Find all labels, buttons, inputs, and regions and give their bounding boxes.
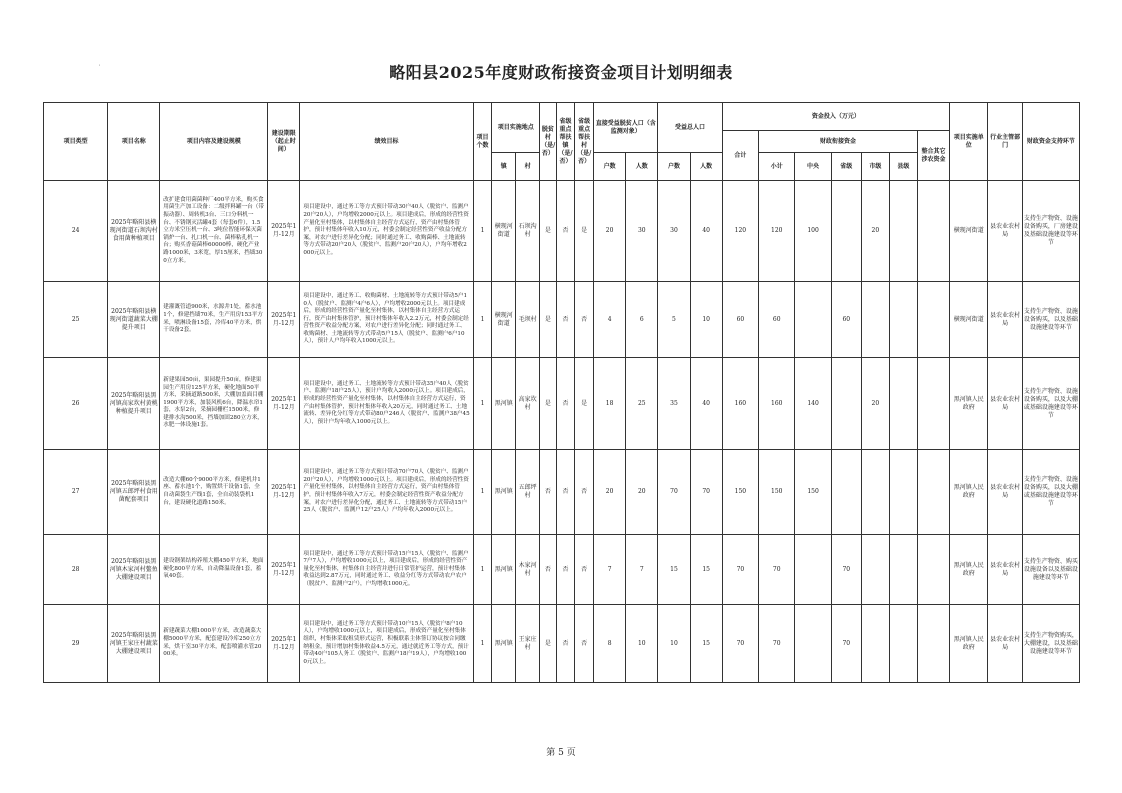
header-prov-key-village: 省级重点帮扶村（是/否） xyxy=(575,103,594,181)
funds-provincial-cell xyxy=(831,450,861,535)
header-funds: 资金投入（万元） xyxy=(722,103,949,131)
funds-city-cell xyxy=(861,450,889,535)
key-village-cell: 是 xyxy=(575,181,594,282)
poor-village-cell: 否 xyxy=(540,450,557,535)
header-support: 财政资金支持环节 xyxy=(1022,103,1079,181)
header-central: 中央 xyxy=(795,153,831,181)
table-row xyxy=(44,358,1080,450)
performance-cell: 项目建设中，通过务工等方式预计带动15户15人（脱贫户、监测户7户7人），户均增收1000元以上，项目建成后，形成的经营性资产量化至村集体，村集体自主经营并进行日常管护运营，预计村集体收益达到2.87万元，同时通过务工、收益分红等方式带动农户农户（脱贫户、监测户2户），户均增收1000元。 xyxy=(300,535,473,605)
funds-integrated-cell xyxy=(917,282,949,358)
table-row xyxy=(44,605,1080,683)
funds-provincial-cell xyxy=(831,181,861,282)
funds-subtotal-cell: 120 xyxy=(759,181,795,282)
header-type: 项目类型 xyxy=(44,103,108,181)
performance-cell: 项目建设中，通过务工等方式预计带动70户70人（脱贫户、监测户20户20人），户均增收1000元以上。项目建成后，形成的经营性资产量化至村集体，以村集体自主经营方式运行，资产由村集体管护，预计村集体年收入7万元，村委会制定经营性资产收益分配方案，对农户进行差异化分配，通过务工、土地流转等方式带动15户25人（脱贫户、监测户12户25人）户均年收入2000元以上。 xyxy=(300,450,473,535)
total-households-cell: 70 xyxy=(658,450,690,535)
funds-integrated-cell xyxy=(917,358,949,450)
row-no-cell: 26 xyxy=(44,358,108,450)
funds-integrated-cell xyxy=(917,535,949,605)
dept-cell: 县农业农村局 xyxy=(988,535,1022,605)
direct-households-cell: 4 xyxy=(594,282,626,358)
key-village-cell: 否 xyxy=(575,535,594,605)
support-cell: 支持生产物资、设施设备购买，以及基础设施建设等环节 xyxy=(1022,282,1079,358)
impl-unit-cell: 黑河镇人民政府 xyxy=(950,358,988,450)
header-content: 项目内容及建设规模 xyxy=(160,103,268,181)
funds-provincial-cell: 70 xyxy=(831,535,861,605)
direct-persons-cell: 30 xyxy=(626,181,658,282)
project-content-cell: 改造大棚60个9000平方米，修建机井1座、蓄水池1个，购置烘干设备1套，全自动菌袋生产线1套，全自动装袋机1台，建设硬化道路150米。 xyxy=(160,450,268,535)
project-content-cell: 新建果园50亩，果园提升50亩，修建果园生产用房125平方米，硬化地面50平方米，采摘道路500米，大棚加盖面目棚1900平方米，加装风机6台，降温水帘1套，水泵2台，采摘园栅栏1500米，修建排水沟500米，挡墙加固280立方米，水肥一体设施1套。 xyxy=(160,358,268,450)
funds-central-cell xyxy=(795,535,831,605)
project-name-cell: 2025年略阳县黑河镇五郎坪村食用菌配套项目 xyxy=(108,450,160,535)
impl-unit-cell: 黑河镇人民政府 xyxy=(950,450,988,535)
total-persons-cell: 40 xyxy=(690,181,722,282)
dept-cell: 县农业农村局 xyxy=(988,181,1022,282)
total-persons-cell: 10 xyxy=(690,282,722,358)
project-content-cell: 新建蔬菜大棚1000平方米，改造蔬菜大棚5000平方米，配套建设冷库250立方米，烘干室30平方米，配套喷灌水管2000米。 xyxy=(160,605,268,683)
header-direct-households: 户数 xyxy=(594,153,626,181)
key-town-cell: 否 xyxy=(556,535,575,605)
funds-provincial-cell: 60 xyxy=(831,282,861,358)
project-content-cell: 改扩建食用菌菌种厂400平方米，购买食用菌生产加工设备：二级拌料罐一台（带振动器）、周转机3台、三口分料机一台、不锈钢灭活罐4套（每套6件），1.5立方米空压机一台、3吨位智能环保灭菌锅炉一台、扎口机一台、菌棒粘孔机一台；购买香菇菌棒60000棒，硬化产业路1000米，3米宽，厚15厘米，挡墙300立方米。 xyxy=(160,181,268,282)
funds-county-cell xyxy=(889,358,917,450)
project-count-cell: 1 xyxy=(473,282,492,358)
funds-subtotal-cell: 150 xyxy=(759,450,795,535)
total-persons-cell: 40 xyxy=(690,358,722,450)
funds-integrated-cell xyxy=(917,181,949,282)
header-perf: 绩效目标 xyxy=(300,103,473,181)
town-cell: 横现河街道 xyxy=(492,282,516,358)
header-dept: 行业主管部门 xyxy=(988,103,1022,181)
row-no-cell: 27 xyxy=(44,450,108,535)
funds-total-cell: 60 xyxy=(722,282,758,358)
funds-city-cell: 20 xyxy=(861,358,889,450)
direct-households-cell: 20 xyxy=(594,181,626,282)
header-county: 县级 xyxy=(889,153,917,181)
support-cell: 支持生产物资购买，大棚建设，以及基础设施建设等环节 xyxy=(1022,605,1079,683)
page-footer: 第 5 页 xyxy=(546,748,576,758)
funds-provincial-cell: 70 xyxy=(831,605,861,683)
poor-village-cell: 是 xyxy=(540,605,557,683)
header-count: 项目个数 xyxy=(473,103,492,181)
total-persons-cell: 15 xyxy=(690,535,722,605)
project-name-cell: 2025年略阳县黑河镇高家坎村黄桃种植提升项目 xyxy=(108,358,160,450)
key-village-cell: 否 xyxy=(575,605,594,683)
village-cell: 高家坎村 xyxy=(516,358,540,450)
table-row xyxy=(44,450,1080,535)
dept-cell: 县农业农村局 xyxy=(988,282,1022,358)
town-cell: 黑河镇 xyxy=(492,535,516,605)
plan-table xyxy=(43,102,1080,683)
total-households-cell: 5 xyxy=(658,282,690,358)
village-cell: 五郎坪村 xyxy=(516,450,540,535)
header-direct-benef: 直接受益脱贫人口（含监测对象） xyxy=(594,103,658,153)
direct-persons-cell: 20 xyxy=(626,450,658,535)
poor-village-cell: 否 xyxy=(540,535,557,605)
project-count-cell: 1 xyxy=(473,450,492,535)
village-cell: 毛坝村 xyxy=(516,282,540,358)
direct-households-cell: 18 xyxy=(594,358,626,450)
project-content-cell: 建灌溉管道900米，水源井1处，蓄水池1个，修建挡墙70米，生产用房153平方米，喷淋设备15套，冷库40平方米，烘干设备2套。 xyxy=(160,282,268,358)
header-name: 项目名称 xyxy=(108,103,160,181)
funds-integrated-cell xyxy=(917,450,949,535)
row-no-cell: 25 xyxy=(44,282,108,358)
header-integrated: 整合其它涉农资金 xyxy=(917,131,949,181)
funds-county-cell xyxy=(889,535,917,605)
project-name-cell: 2025年略阳县黑河镇王家庄村蔬菜大棚建设项目 xyxy=(108,605,160,683)
project-count-cell: 1 xyxy=(473,181,492,282)
table-row xyxy=(44,282,1080,358)
key-town-cell: 否 xyxy=(556,282,575,358)
header-direct-persons: 人数 xyxy=(626,153,658,181)
total-households-cell: 30 xyxy=(658,181,690,282)
header-city: 市级 xyxy=(861,153,889,181)
total-households-cell: 35 xyxy=(658,358,690,450)
performance-cell: 项目建设中，通过务工、土地流转等方式预计带动35户40人（脱贫户、监测户18户25人），预计户均收入2000元以上。项目建成后，形成的经营性资产量化至村集体，以村集体自主经营方式运行，资产由村集体管护，预计村集体年收入20万元，同时通过务工、土地流转、差异化分红等方式带动80户246人（脱贫户、监测户38户45人），预计户均年收入1000元以上。 xyxy=(300,358,473,450)
direct-households-cell: 7 xyxy=(594,535,626,605)
key-village-cell: 否 xyxy=(575,450,594,535)
total-persons-cell: 15 xyxy=(690,605,722,683)
direct-households-cell: 20 xyxy=(594,450,626,535)
header-total-benef: 受益总人口 xyxy=(658,103,722,153)
total-households-cell: 15 xyxy=(658,535,690,605)
header-subtotal: 小计 xyxy=(759,153,795,181)
row-no-cell: 29 xyxy=(44,605,108,683)
period-cell: 2025年1月-12月 xyxy=(268,282,300,358)
funds-central-cell: 100 xyxy=(795,181,831,282)
total-households-cell: 10 xyxy=(658,605,690,683)
project-count-cell: 1 xyxy=(473,605,492,683)
direct-persons-cell: 10 xyxy=(626,605,658,683)
header-total: 合计 xyxy=(722,131,758,181)
funds-provincial-cell xyxy=(831,358,861,450)
header-period: 建设期限（起止时间） xyxy=(268,103,300,181)
funds-total-cell: 70 xyxy=(722,535,758,605)
period-cell: 2025年1月-12月 xyxy=(268,358,300,450)
dept-cell: 县农业农村局 xyxy=(988,605,1022,683)
project-name-cell: 2025年略阳县黑河镇木家河村鳌鱼大棚建设项目 xyxy=(108,535,160,605)
header-village: 村 xyxy=(516,153,540,181)
funds-total-cell: 160 xyxy=(722,358,758,450)
town-cell: 黑河镇 xyxy=(492,605,516,683)
funds-subtotal-cell: 160 xyxy=(759,358,795,450)
header-provincial: 省级 xyxy=(831,153,861,181)
table-row xyxy=(44,181,1080,282)
town-cell: 黑河镇 xyxy=(492,450,516,535)
page-mark: ' xyxy=(99,64,101,70)
poor-village-cell: 是 xyxy=(540,282,557,358)
header-poor-village: 脱贫村（是/否） xyxy=(540,103,557,181)
funds-subtotal-cell: 70 xyxy=(759,535,795,605)
direct-persons-cell: 7 xyxy=(626,535,658,605)
funds-central-cell xyxy=(795,605,831,683)
header-impl-unit: 项目实施单位 xyxy=(950,103,988,181)
row-no-cell: 24 xyxy=(44,181,108,282)
village-cell: 王家庄村 xyxy=(516,605,540,683)
funds-city-cell: 20 xyxy=(861,181,889,282)
period-cell: 2025年1月-12月 xyxy=(268,450,300,535)
project-count-cell: 1 xyxy=(473,358,492,450)
header-fiscal: 财政衔接资金 xyxy=(759,131,918,153)
funds-subtotal-cell: 60 xyxy=(759,282,795,358)
key-town-cell: 否 xyxy=(556,181,575,282)
project-content-cell: 建设钢架结构养殖大棚450平方米，地面硬化800平方米，自动降温设备1套，蓄氧40套。 xyxy=(160,535,268,605)
impl-unit-cell: 黑河镇人民政府 xyxy=(950,535,988,605)
period-cell: 2025年1月-12月 xyxy=(268,605,300,683)
key-town-cell: 否 xyxy=(556,358,575,450)
town-cell: 黑河镇 xyxy=(492,358,516,450)
table-row xyxy=(44,535,1080,605)
key-village-cell: 是 xyxy=(575,358,594,450)
impl-unit-cell: 黑河镇人民政府 xyxy=(950,605,988,683)
period-cell: 2025年1月-12月 xyxy=(268,535,300,605)
header-total-persons: 人数 xyxy=(690,153,722,181)
support-cell: 支持生产物资、设施设备购买，以及大棚或基础设施建设等环节 xyxy=(1022,450,1079,535)
funds-total-cell: 150 xyxy=(722,450,758,535)
funds-county-cell xyxy=(889,450,917,535)
header-total-households: 户数 xyxy=(658,153,690,181)
project-name-cell: 2025年略阳县横现河街道蔬菜大棚提升项目 xyxy=(108,282,160,358)
funds-county-cell xyxy=(889,605,917,683)
total-persons-cell: 70 xyxy=(690,450,722,535)
header-town: 镇 xyxy=(492,153,516,181)
page-title: 略阳县2025年度财政衔接资金项目计划明细表 xyxy=(389,63,733,82)
funds-county-cell xyxy=(889,282,917,358)
dept-cell: 县农业农村局 xyxy=(988,358,1022,450)
direct-persons-cell: 25 xyxy=(626,358,658,450)
support-cell: 支持生产物资、设施设备购买，以及大棚或基础设施建设等环节 xyxy=(1022,358,1079,450)
funds-central-cell: 150 xyxy=(795,450,831,535)
funds-subtotal-cell: 70 xyxy=(759,605,795,683)
support-cell: 支持生产物资、购买设施设备以及基础设施建设等环节 xyxy=(1022,535,1079,605)
header-prov-key-town: 省级重点帮扶镇（是/否） xyxy=(556,103,575,181)
performance-cell: 项目建设中，通过务工等方式预计带动30户40人（脱贫户、监测户20户20人），户均增收2000元以上。项目建成后，形成的经营性资产量化至村集体，以村集体自主经营方式运行，资产由村集体管护，预计村集体年收入10万元，村委会制定经营性资产收益分配方案，对农户进行差异化分配；同时通过务工、收购菌棒、土地流转等方式带动20户20人（脱贫户、监测户20户20人），户均年增收2000元以上。 xyxy=(300,181,473,282)
funds-total-cell: 120 xyxy=(722,181,758,282)
direct-households-cell: 8 xyxy=(594,605,626,683)
impl-unit-cell: 横现河街道 xyxy=(950,282,988,358)
impl-unit-cell: 横现河街道 xyxy=(950,181,988,282)
funds-integrated-cell xyxy=(917,605,949,683)
key-town-cell: 否 xyxy=(556,605,575,683)
funds-city-cell xyxy=(861,282,889,358)
funds-central-cell xyxy=(795,282,831,358)
project-name-cell: 2025年略阳县横现河街道石坝沟村食用菌种植项目 xyxy=(108,181,160,282)
support-cell: 支持生产物资、设施设备购买，厂房建设及基础设施建设等环节 xyxy=(1022,181,1079,282)
header-location: 项目实施地点 xyxy=(492,103,540,153)
funds-total-cell: 70 xyxy=(722,605,758,683)
funds-city-cell xyxy=(861,535,889,605)
funds-central-cell: 140 xyxy=(795,358,831,450)
village-cell: 石坝沟村 xyxy=(516,181,540,282)
funds-county-cell xyxy=(889,181,917,282)
row-no-cell: 28 xyxy=(44,535,108,605)
funds-city-cell xyxy=(861,605,889,683)
performance-cell: 项目建设中，通过务工、收购菌材、土地流转等方式预计带动5户10人（脱贫户、监测户4户6人），户均增收2000元以上。项目建成后，形成的经营性资产量化至村集体，以村集体自主经营方式运行，资产由村集体管护，预计村集体年收入2.2万元，村委会制定经营性资产收益分配方案，对农户进行差异化分配；同时通过务工、收购菌材、土地流转等方式带动5户15人（脱贫户、监测户6户10人），预计人户均年收入1000元以上。 xyxy=(300,282,473,358)
performance-cell: 项目建设中，通过务工等方式预计带动10户15人（脱贫户8户10人），户均增收1000元以上，项目建成后，形成资产量化至村集体组织，村集体采取租赁形式运营，积极联系主体签订协议按合同缴纳租金，预计增加村集体收益4.5万元，通过就近务工等方式，预计带动40户105人务工（脱贫户、监测户18户19人），户均增收1000元以上。 xyxy=(300,605,473,683)
dept-cell: 县农业农村局 xyxy=(988,450,1022,535)
period-cell: 2025年1月-12月 xyxy=(268,181,300,282)
direct-persons-cell: 6 xyxy=(626,282,658,358)
town-cell: 横现河街道 xyxy=(492,181,516,282)
poor-village-cell: 是 xyxy=(540,181,557,282)
village-cell: 木家河村 xyxy=(516,535,540,605)
poor-village-cell: 是 xyxy=(540,358,557,450)
key-village-cell: 否 xyxy=(575,282,594,358)
key-town-cell: 否 xyxy=(556,450,575,535)
project-count-cell: 1 xyxy=(473,535,492,605)
